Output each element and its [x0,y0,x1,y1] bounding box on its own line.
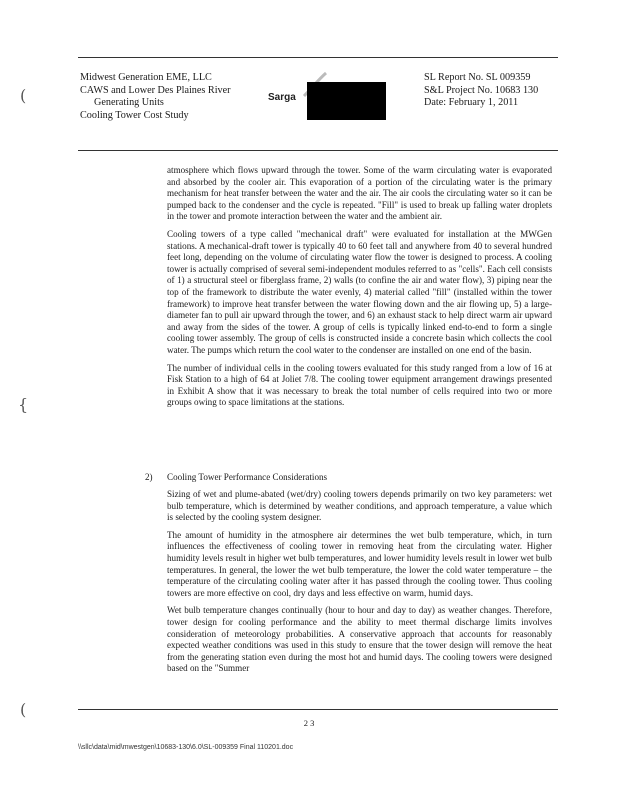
paragraph: Wet bulb temperature changes continually (hour to hour and day to day) as weather changes. Therefore, tower design for cooling performance and the ability to meet thermal discharge limits involves consideration of meteorology probabilities. A conservative approach that accounts for reasonably expected weather conditions was used in this study to ensure that the tower design will remove the heat from the generating station even during the most hot and humid days. The cooling towers were designed based on the "Summer [167,605,552,674]
header-left-block [80,72,231,122]
header-project-line: CAWS and Lower Des Plaines River [80,84,231,96]
file-path: \\sllc\data\mid\mwestgen\10683-130\6.0\SL-009359 Final 110201.doc [78,744,294,751]
header-right-block [424,72,538,110]
paragraph: Cooling towers of a type called "mechanical draft" were evaluated for installation at the MWGen stations. A mechanical-draft tower is typically 40 to 60 feet tall and anywhere from 40 to several hundred feet long, depending on the volume of circulating water flow the tower is designed to process. A cooling tower is actually comprised of several semi-independent modules referred to as "cells". Each cell consists of 1) a structural steel or fiberglass frame, 2) walls (to confine the air and water flow), 3) piping near the top of the framework to distribute the water evenly, 4) material called "fill" (installed within the tower framework) to improve heat transfer between the water flowing down and the air flowing up, 5) a large-diameter fan to pull air upward through the tower, and 6) an exhaust stack to help direct warm air upward and away from the sides of the tower. A group of cells is typically linked end-to-end to form a single cooling tower assembly. The group of cells is constructed inside a concrete basin which collects the cool water. The pumps which return the cool water to the condenser are installed on one end of the basin. [167,228,552,355]
paragraph: The number of individual cells in the cooling towers evaluated for this study ranged from a low of 16 at Fisk Station to a high of 64 at Joliet 7/8. The cooling tower equipment arrangement drawings presented in Exhibit A show that it was necessary to break the total number of cells required into two or more groups owing to space limitations at the stations. [167,362,552,408]
header-project-number: S&L Project No. 10683 130 [424,84,539,96]
section-number: 2) [145,472,153,482]
paragraph: Sizing of wet and plume-abated (wet/dry) cooling towers depends primarily on two key parameters: wet bulb temperature, which is determined by weather conditions, and approach temperature, a value which is selected by the cooling system designer. [167,489,552,523]
paragraph: atmosphere which flows upward through the tower. Some of the warm circulating water is evaporated and absorbed by the cooler air. This evaporation of a portion of the circulating water is the primary mechanism for heat transfer between the water and the air. The air cools the circulating water so it can be pumped back to the condenser and the cycle is repeated. "Fill" is used to break up falling water droplets in the tower and promote interaction between the water and the ambient air. [167,165,552,222]
header-study-title: Cooling Tower Cost Study [80,109,189,121]
section-heading: Cooling Tower Performance Considerations [167,472,328,482]
body-section-b [167,489,552,681]
header-project-line-2: Generating Units [94,97,164,109]
header-top-rule [78,57,558,58]
page-number: 2 3 [303,718,315,728]
margin-bracket-mark: { [18,395,29,414]
body-section-a [167,165,552,415]
margin-bracket-mark: ( [20,700,27,719]
margin-bracket-mark: ( [20,86,27,105]
company-logo: Sarga [268,92,296,103]
header-date: Date: February 1, 2011 [424,97,519,109]
header-report-number: SL Report No. SL 009359 [424,72,531,83]
footer-rule [78,709,558,710]
header-bottom-rule [78,150,558,151]
redaction-box [307,82,386,120]
header-company: Midwest Generation EME, LLC [80,72,212,83]
paragraph: The amount of humidity in the atmosphere air determines the wet bulb temperature, which, in turn influences the effectiveness of cooling tower in removing heat from the circulating water. Higher humidity levels result in higher wet bulb temperatures, and lower humidity levels result in lower wet bulb temperatures. In general, the lower the wet bulb temperature, the lower the cold water temperature – the temperature of the circulating cooling water after it has passed through the cooling tower. Thus cooling towers are more effective on cool, dry days and less effective on warm, humid days. [167,529,552,598]
